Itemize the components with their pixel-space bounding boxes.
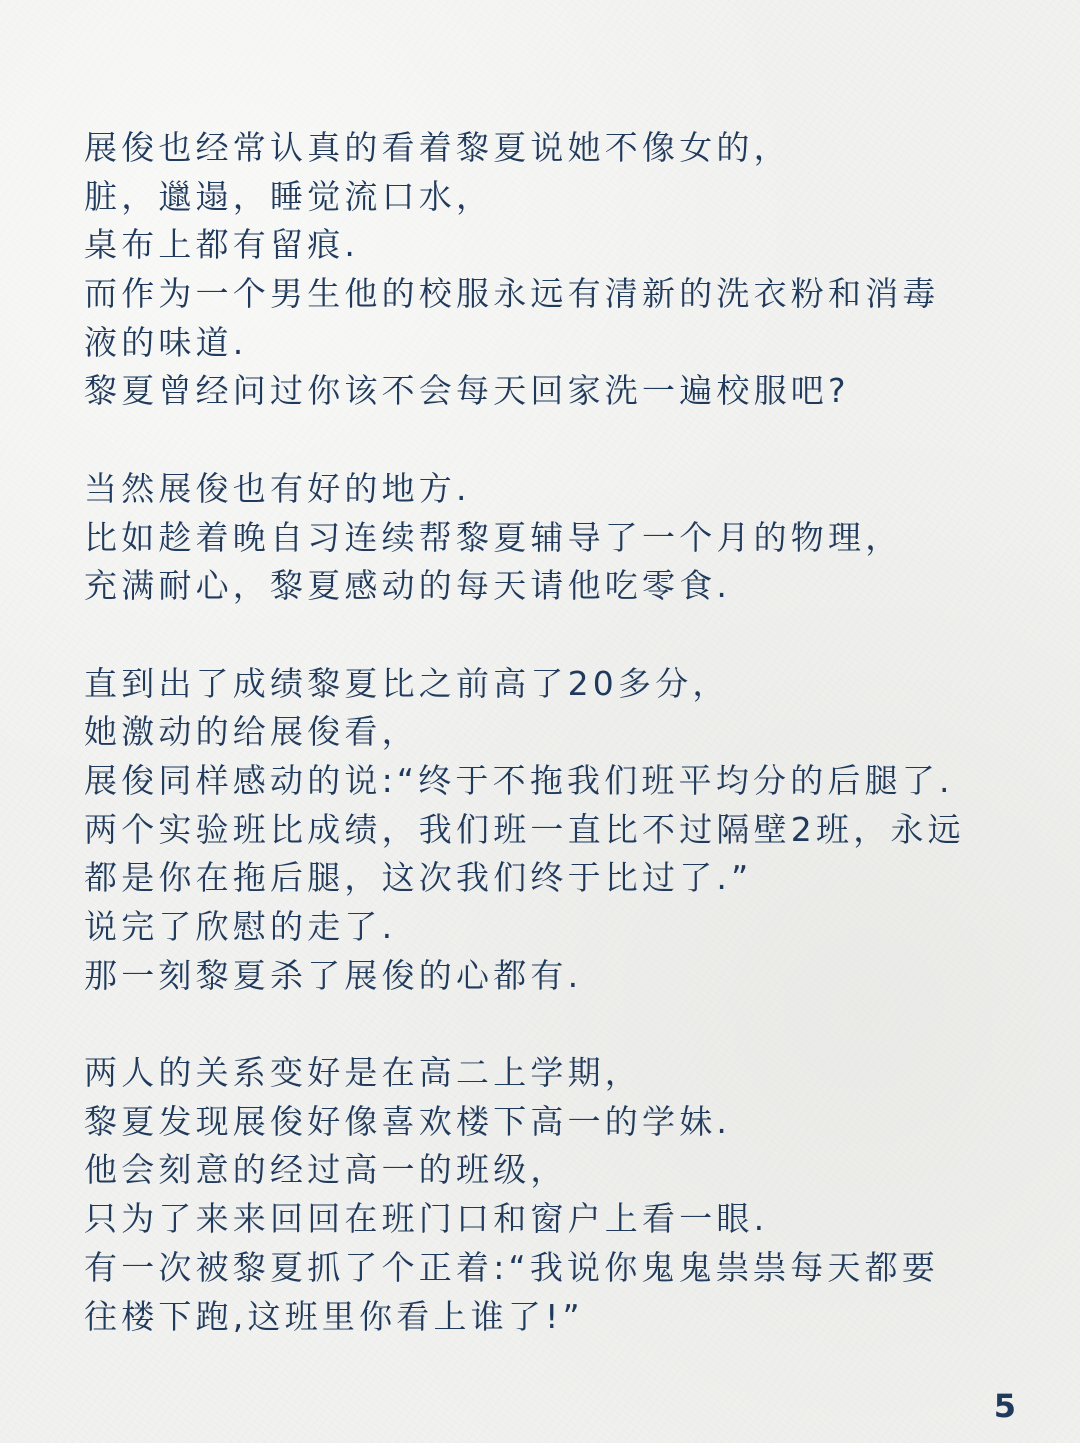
text-line: 脏，邋遢，睡觉流口水， — [84, 176, 494, 216]
text-line: 而作为一个男生他的校服永远有清新的洗衣粉和消毒 — [84, 274, 940, 314]
text-line: 有一次被黎夏抓了个正着:“我说你鬼鬼祟祟每天都要 — [84, 1247, 940, 1287]
text-line: 比如趁着晚自习连续帮黎夏辅导了一个月的物理， — [84, 517, 903, 557]
text-line: 展俊同样感动的说:“终于不拖我们班平均分的后腿了. — [84, 760, 954, 800]
text-line: 当然展俊也有好的地方. — [84, 468, 471, 508]
text-line: 往楼下跑,这班里你看上谁了!” — [84, 1296, 584, 1336]
text-line: 她激动的给展俊看， — [84, 712, 419, 752]
text-line: 都是你在拖后腿，这次我们终于比过了.” — [84, 858, 753, 898]
text-line: 两人的关系变好是在高二上学期， — [84, 1053, 642, 1093]
page-number: 5 — [993, 1387, 1016, 1425]
text-line: 液的味道. — [84, 322, 248, 362]
paragraph — [84, 465, 1024, 611]
text-line: 黎夏发现展俊好像喜欢楼下高一的学妹. — [84, 1101, 732, 1141]
text-line: 他会刻意的经过高一的班级， — [84, 1150, 568, 1190]
paragraph — [84, 124, 1024, 416]
text-line: 黎夏曾经问过你该不会每天回家洗一遍校服吧? — [84, 371, 850, 411]
text-line: 桌布上都有留痕. — [84, 225, 360, 265]
story-text — [84, 124, 1024, 1341]
text-line: 直到出了成绩黎夏比之前高了20多分， — [84, 663, 730, 703]
text-line: 展俊也经常认真的看着黎夏说她不像女的， — [84, 128, 791, 167]
paragraph — [84, 1049, 1024, 1341]
text-line: 两个实验班比成绩，我们班一直比不过隔壁2班，永远 — [84, 809, 965, 849]
text-line: 说完了欣慰的走了. — [84, 907, 397, 946]
text-line: 只为了来来回回在班门口和窗户上看一眼. — [84, 1199, 769, 1239]
text-line: 那一刻黎夏杀了展俊的心都有. — [84, 955, 583, 995]
paragraph — [84, 660, 1024, 1001]
text-line: 充满耐心，黎夏感动的每天请他吃零食. — [84, 566, 732, 606]
